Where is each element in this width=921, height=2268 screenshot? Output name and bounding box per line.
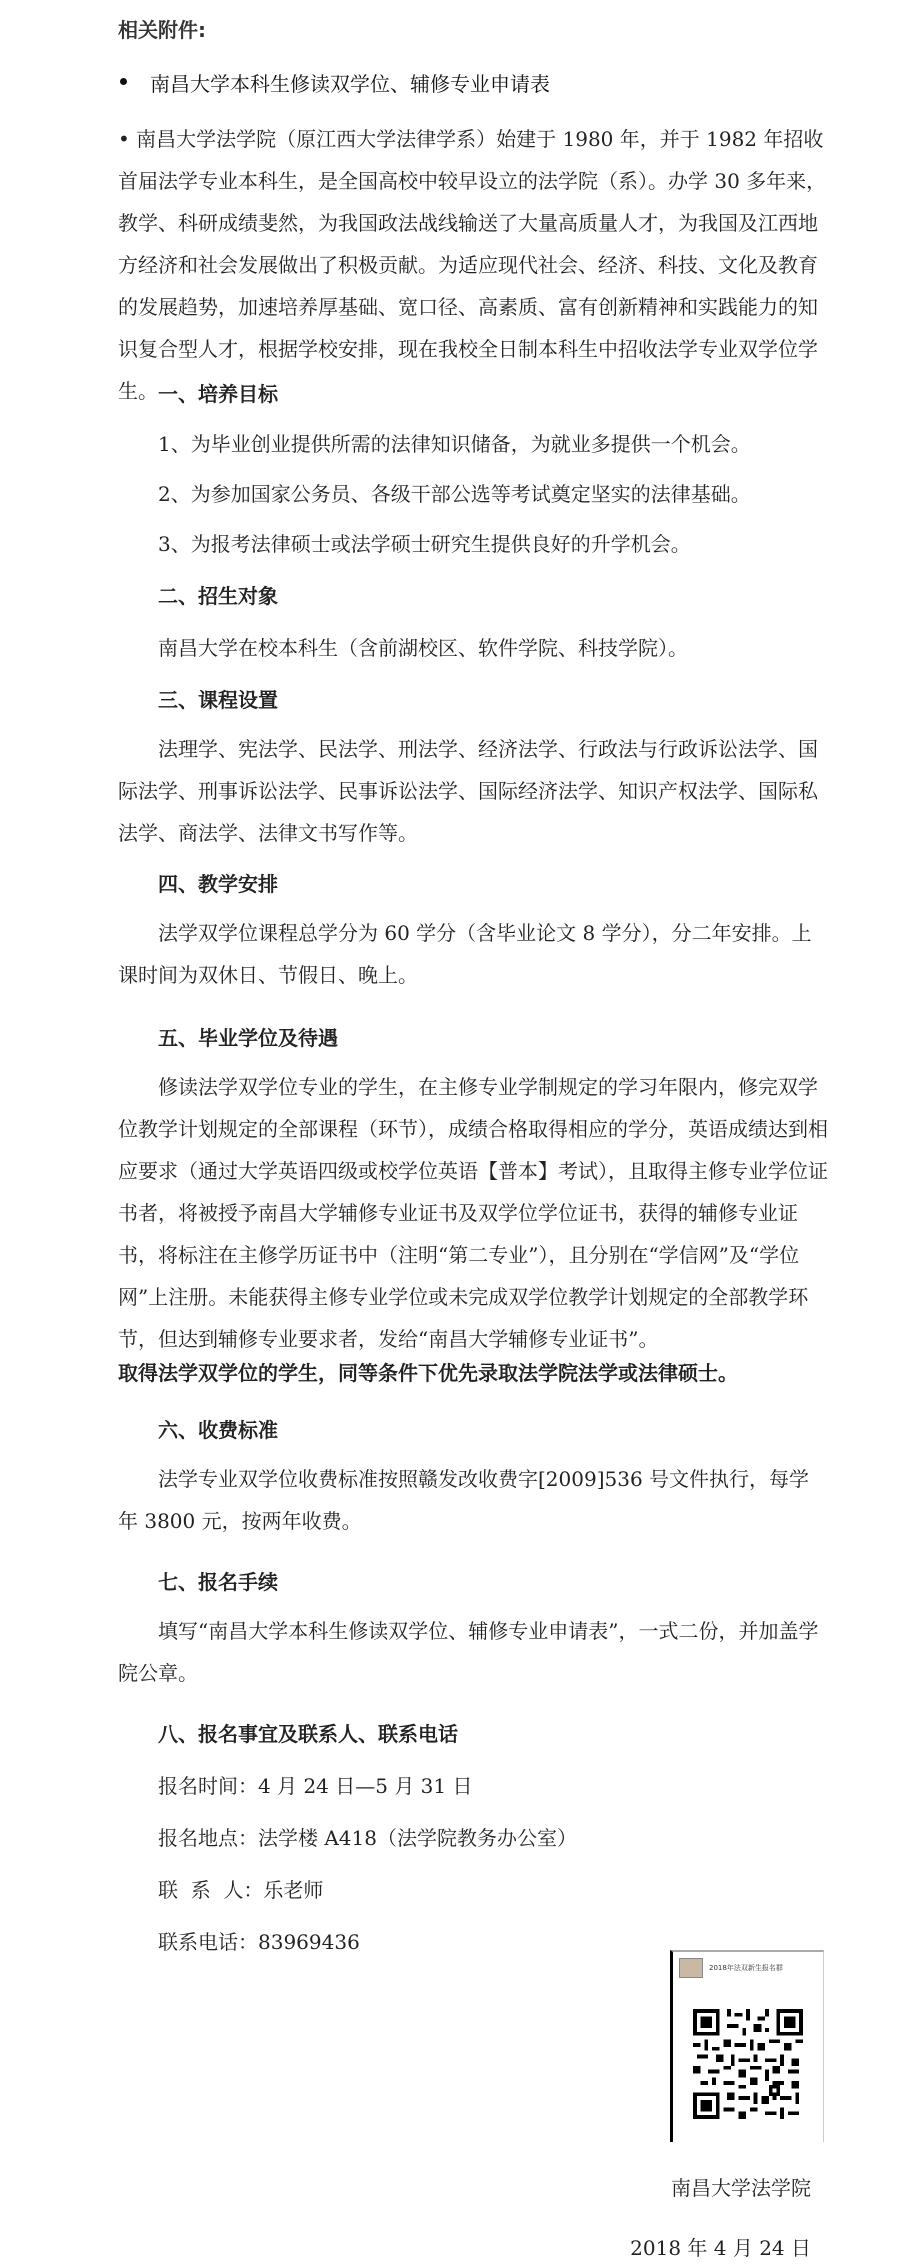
- section-heading-goals: 一、培养目标: [158, 382, 278, 406]
- section-heading-fees: 六、收费标准: [158, 1418, 278, 1442]
- attachment-link-label: 南昌大学本科生修读双学位、辅修专业申请表: [150, 72, 550, 96]
- section-heading-courses: 三、课程设置: [158, 688, 278, 712]
- signature-date: 2018 年 4 月 24 日: [630, 2236, 811, 2260]
- registration-time: 报名时间：4 月 24 日—5 月 31 日: [158, 1774, 473, 1798]
- degree-text: 修读法学双学位专业的学生，在主修专业学制规定的学习年限内，修完双学位教学计划规定的全部课程（环节），成绩合格取得相应的学分，英语成绩达到相应要求（通过大学英语四级或校学位英语【普本】考试），且取得主修专业学位证书者，将被授予南昌大学辅修专业证书及双学位学位证书，获得的辅修专业证书，将标注在主修学历证书中（注明“第二专业”），且分别在“学信网”及“学位网”上注册。未能获得主修专业学位或未完成双学位教学计划规定的全部教学环节，但达到辅修专业要求者，发给“南昌大学辅修专业证书”。: [118, 1075, 828, 1351]
- enrollment-text: 南昌大学在校本科生（含前湖校区、软件学院、科技学院）。: [158, 636, 688, 660]
- schedule-text: 法学双学位课程总学分为 60 学分（含毕业论文 8 学分），分二年安排。上课时间为双休日、节假日、晚上。: [118, 921, 812, 987]
- fees-text: 法学专业双学位收费标准按照赣发改收费字[2009]536 号文件执行，每学年 3800 元，按两年收费。: [118, 1467, 810, 1533]
- goal-item: 3、为报考法律硕士或法学硕士研究生提供良好的升学机会。: [158, 532, 691, 556]
- registration-place: 报名地点：法学楼 A418（法学院教务办公室）: [158, 1826, 577, 1850]
- section-heading-procedure: 七、报名手续: [158, 1570, 278, 1594]
- qr-group-name: 2018年法双新生报名群: [709, 1964, 783, 1972]
- courses-text: 法理学、宪法学、民法学、刑法学、经济法学、行政法与行政诉讼法学、国际法学、刑事诉讼法学、民事诉讼法学、国际经济法学、知识产权法学、国际私法学、商法学、法律文书写作等。: [118, 737, 818, 845]
- procedure-text: 填写“南昌大学本科生修读双学位、辅修专业申请表”，一式二份，并加盖学院公章。: [118, 1619, 819, 1685]
- qr-code-icon: [693, 2004, 803, 2124]
- goal-item: 2、为参加国家公务员、各级干部公选等考试奠定坚实的法律基础。: [158, 482, 751, 506]
- contact-phone: 联系电话：83969436: [158, 1930, 360, 1954]
- section-heading-schedule: 四、教学安排: [158, 872, 278, 896]
- qr-group-header: [679, 1958, 819, 1978]
- goal-item: 1、为毕业创业提供所需的法律知识储备，为就业多提供一个机会。: [158, 432, 751, 456]
- qr-code-card[interactable]: [670, 1950, 824, 2142]
- attachments-title: 相关附件:: [118, 18, 206, 42]
- contact-person: 联 系 人：乐老师: [158, 1878, 324, 1902]
- group-avatar: [679, 1958, 703, 1978]
- signature-org: 南昌大学法学院: [671, 2176, 811, 2200]
- section-heading-contact: 八、报名事宜及联系人、联系电话: [158, 1722, 458, 1746]
- section-heading-enrollment: 二、招生对象: [158, 584, 278, 608]
- attachment-link[interactable]: [118, 68, 550, 97]
- section-heading-degree: 五、毕业学位及待遇: [158, 1026, 338, 1050]
- bullet-icon: •: [118, 127, 137, 151]
- degree-note: 取得法学双学位的学生，同等条件下优先录取法学院法学或法律硕士。: [118, 1361, 738, 1385]
- intro-text: 南昌大学法学院（原江西大学法律学系）始建于 1980 年，并于 1982 年招收首届法学专业本科生，是全国高校中较早设立的法学院（系）。办学 30 多年来，教学、科研成绩斐然，为我国政法战线输送了大量高质量人才，为我国及江西地方经济和社会发展做出了积极贡献。为适应现代社会、经济、科技、文化及教育的发展趋势，加速培养厚基础、宽口径、高素质、富有创新精神和实践能力的知识复合型人才，根据学校安排，现在我校全日制本科生中招收法学专业双学位学生。: [118, 127, 827, 403]
- intro-paragraph: [118, 118, 828, 412]
